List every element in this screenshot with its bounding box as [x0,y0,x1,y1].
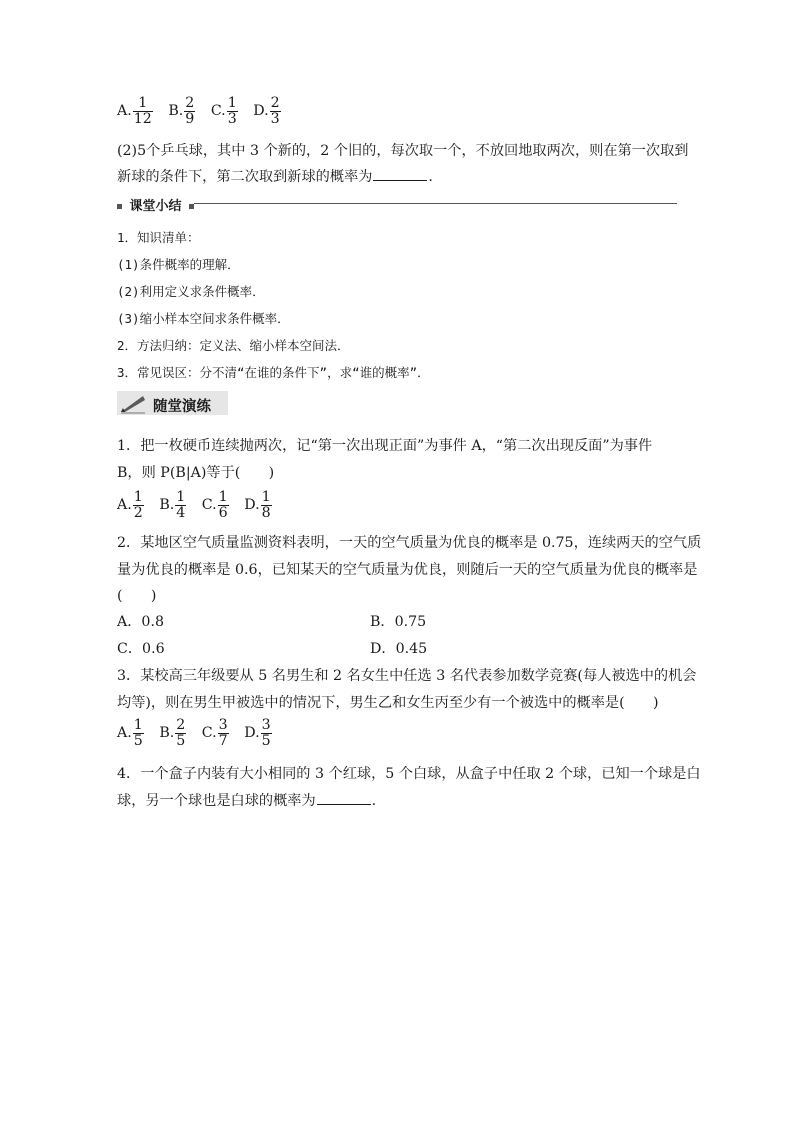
q2-option-d: D．0.45 [370,641,428,657]
prev-options [117,96,292,127]
option-c: C. $\frac{3}{7}$ [201,717,228,749]
fraction: $\frac{1}{2}$ [133,489,143,521]
option-d: D. $\frac{3}{5}$ [244,717,271,749]
fraction: $\frac{3}{7}$ [218,717,228,749]
pencil-icon [119,392,147,414]
fraction: $\frac{1}{12}$ [133,95,152,127]
summary-title: 课堂小结 [129,199,182,214]
summary-header [117,195,194,214]
q3-line-2: 均等)，则在男生甲被选中的情况下，男生乙和女生丙至少有一个被选中的概率是( ) [117,695,659,711]
fraction: $\frac{3}{5}$ [261,717,271,749]
practice-title: 随堂演练 [153,399,211,415]
q1-line-2: B，则 P(B|A)等于( ) [117,465,275,481]
q3-line-1: 3．某校高三年级要从 5 名男生和 2 名女生中任选 3 名代表参加数学竞赛(每人被选中的机会 [117,668,697,684]
option-d: D. $\frac{1}{8}$ [244,489,271,521]
fraction: $\frac{1}{8}$ [261,489,271,521]
fraction: $\frac{2}{3}$ [270,95,280,127]
option-d: D. $\frac{2}{3}$ [253,95,280,127]
square-bullet-icon [117,204,122,209]
q5-line-1: (2)5个乒乓球，其中 3 个新的，2 个旧的，每次取一个，不放回地取两次，则在第一次取到 [117,143,689,159]
q1-options [117,490,283,521]
q2-line-1: 2．某地区空气质量监测资料表明，一天的空气质量为优良的概率是 0.75，连续两天的空气质 [117,535,702,551]
q2-option-b: B．0.75 [370,614,427,630]
option-a: A. $\frac{1}{5}$ [117,717,143,749]
summary-line: 1．知识清单： [117,230,200,245]
q2-line-2: 量为优良的概率是 0.6，已知某天的空气质量为优良，则随后一天的空气质量为优良的概率是 [117,562,698,578]
fraction: $\frac{2}{5}$ [176,717,186,749]
fraction: $\frac{1}{3}$ [227,95,237,127]
fraction: $\frac{2}{9}$ [185,95,195,127]
option-a: A. $\frac{1}{12}$ [117,95,152,127]
q2-option-a: A．0.8 [117,614,164,630]
summary-line: (2)利用定义求条件概率． [117,284,265,299]
summary-line: 3．常见误区：分不清“在谁的条件下”，求“谁的概率”． [117,365,430,380]
option-a: A. $\frac{1}{2}$ [117,489,143,521]
q3-options [117,718,283,749]
fraction: $\frac{1}{4}$ [176,489,186,521]
q5-line-2: 新球的条件下，第二次取到新球的概率为 . [117,166,433,186]
option-c: C. $\frac{1}{6}$ [201,489,228,521]
q2-option-c: C．0.6 [117,641,165,657]
answer-blank [373,166,427,181]
option-b: B. $\frac{1}{4}$ [159,489,186,521]
option-c: C. $\frac{1}{3}$ [210,95,237,127]
q2-line-3: ( ) [117,588,157,604]
summary-line: (3)缩小样本空间求条件概率． [117,311,290,326]
summary-line: 2．方法归纳：定义法、缩小样本空间法． [117,338,350,353]
answer-blank [317,790,371,805]
fraction: $\frac{1}{5}$ [133,717,143,749]
option-b: B. $\frac{2}{9}$ [168,95,195,127]
summary-divider [194,203,677,204]
summary-line: (1)条件概率的理解． [117,257,240,272]
option-b: B. $\frac{2}{5}$ [159,717,186,749]
square-bullet-icon [189,204,194,209]
q4-line-2: 球，另一个球也是白球的概率为 . [117,790,376,810]
q4-line-1: 4．一个盒子内装有大小相同的 3 个红球，5 个白球，从盒子中任取 2 个球，已知一个球是白 [117,766,701,782]
q1-line-1: 1．把一枚硬币连续抛两次，记“第一次出现正面”为事件 A，“第二次出现反面”为事件 [117,438,653,454]
fraction: $\frac{1}{6}$ [218,489,228,521]
